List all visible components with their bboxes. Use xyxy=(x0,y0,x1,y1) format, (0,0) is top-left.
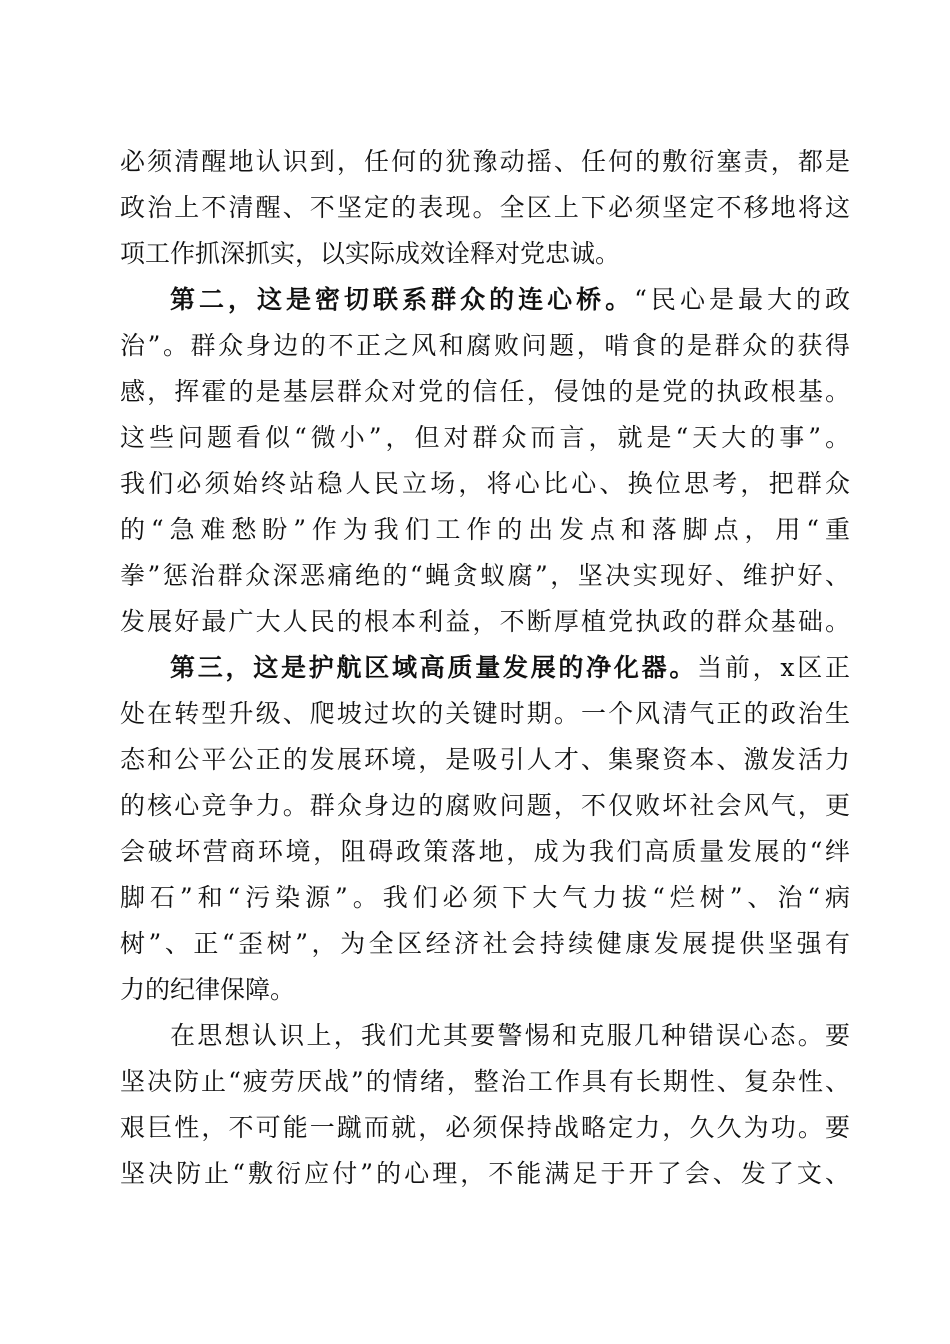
text-line: 树”、正“歪树”，为全区经济社会持续健康发展提供坚强有 xyxy=(120,929,850,958)
text-line: 力的纪律保障。 xyxy=(120,975,296,1004)
text-line: 发展好最广大人民的根本利益，不断厚植党执政的群众基础。 xyxy=(120,607,850,636)
text-line: 在思想认识上，我们尤其要警惕和克服几种错误心态。要 xyxy=(170,1021,850,1050)
text-line: 脚石”和“污染源”。我们必须下大气力拔“烂树”、治“病 xyxy=(120,883,850,912)
text-line: 这些问题看似“微小”，但对群众而言，就是“天大的事”。 xyxy=(120,423,850,452)
text-line: 治”。群众身边的不正之风和腐败问题，啃食的是群众的获得 xyxy=(120,331,850,360)
text-span: 当前，x区正 xyxy=(697,653,850,682)
text-line: 拳”惩治群众深恶痛绝的“蝇贪蚁腐”，坚决实现好、维护好、 xyxy=(120,561,850,590)
text-line: 坚决防止“疲劳厌战”的情绪，整治工作具有长期性、复杂性、 xyxy=(120,1067,850,1096)
text-line: 必须清醒地认识到，任何的犹豫动摇、任何的敷衍塞责，都是 xyxy=(120,147,850,176)
text-line: 的核心竞争力。群众身边的腐败问题，不仅败坏社会风气，更 xyxy=(120,791,850,820)
paragraph-second-first-line xyxy=(170,283,850,317)
text-line: 项工作抓深抓实，以实际成效诠释对党忠诚。 xyxy=(120,239,621,268)
text-line: 感，挥霍的是基层群众对党的信任，侵蚀的是党的执政根基。 xyxy=(120,377,850,406)
text-line: 艰巨性，不可能一蹴而就，必须保持战略定力，久久为功。要 xyxy=(120,1113,850,1142)
text-line: 态和公平公正的发展环境，是吸引人才、集聚资本、激发活力 xyxy=(120,745,850,774)
heading-third: 第三，这是护航区域高质量发展的净化器。 xyxy=(170,653,698,682)
text-line: 政治上不清醒、不坚定的表现。全区上下必须坚定不移地将这 xyxy=(120,193,850,222)
text-line: 处在转型升级、爬坡过坎的关键时期。一个风清气正的政治生 xyxy=(120,699,850,728)
text-line: 坚决防止“敷衍应付”的心理，不能满足于开了会、发了文、 xyxy=(120,1159,850,1188)
paragraph-third-first-line xyxy=(170,651,850,685)
text-line: 会破坏营商环境，阻碍政策落地，成为我们高质量发展的“绊 xyxy=(120,837,850,866)
text-span: “民心是最大的政 xyxy=(634,285,850,314)
heading-second: 第二，这是密切联系群众的连心桥。 xyxy=(170,285,635,314)
text-line: 我们必须始终站稳人民立场，将心比心、换位思考，把群众 xyxy=(120,469,850,498)
text-line: 的“急难愁盼”作为我们工作的出发点和落脚点，用“重 xyxy=(120,515,850,544)
